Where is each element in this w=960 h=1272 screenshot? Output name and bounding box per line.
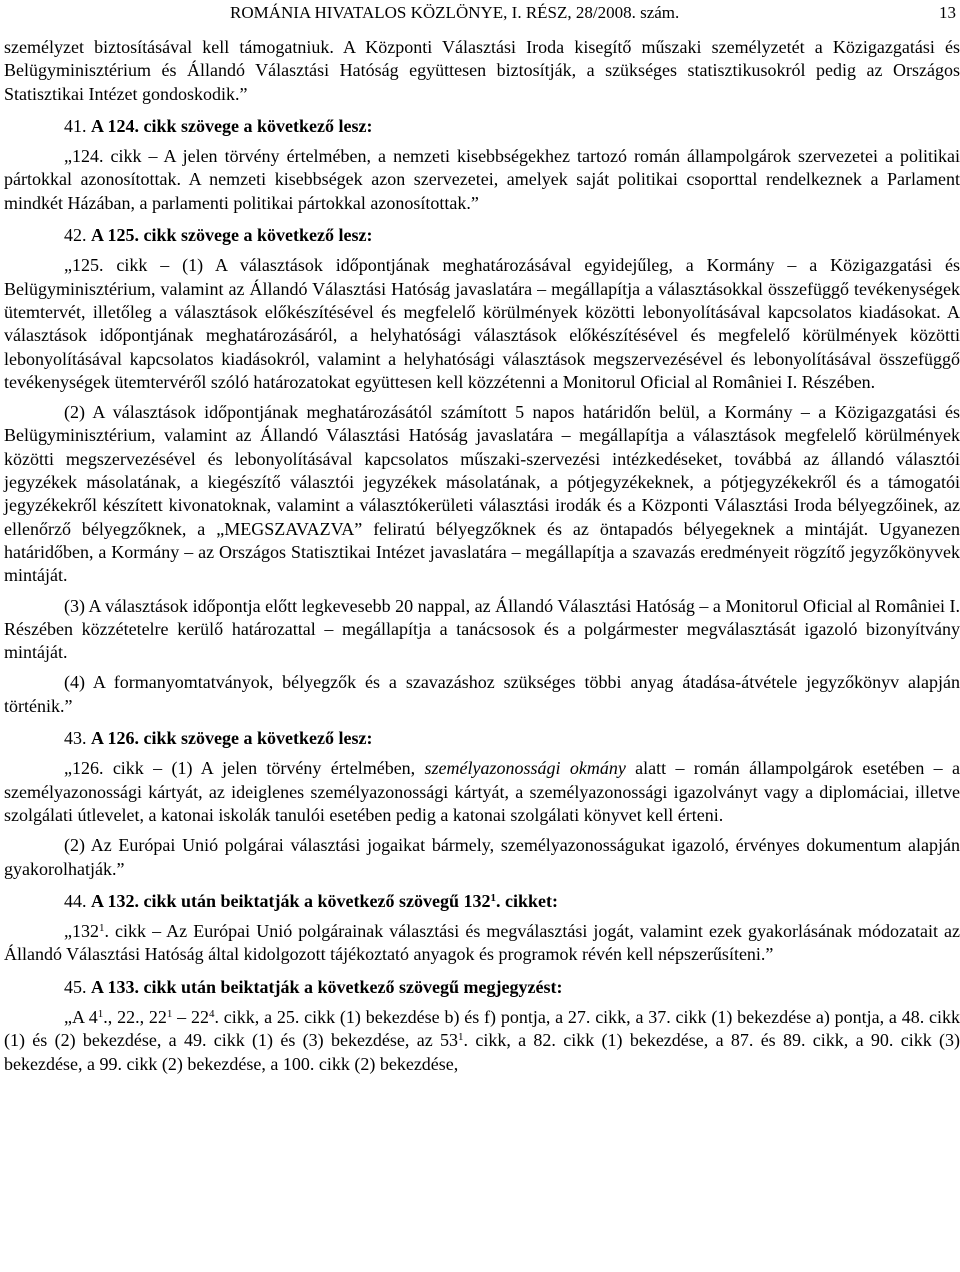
document-body [4, 36, 960, 1076]
amendment-number: 44. [64, 890, 87, 911]
amendment-heading-44 [4, 890, 960, 913]
amendment-heading-43 [4, 727, 960, 750]
paragraph-article-124: „124. cikk – A jelen törvény értelmében, a nemzeti kisebbségekhez tartozó román állampolgárok szervezetei a politikai pártokkal azonosítottak. A nemzeti kisebbségek azon szervezetei, amelyek saját politikai csoporttal rendelkeznek a Parlament mindkét Házában, a parlamenti politikai pártokkal azonosítottak.” [4, 146, 960, 213]
page-number: 13 [939, 3, 956, 22]
paragraph-note-133: „A $4^1$., 22., $22^1 - 22^4$. cikk, a 25. cikk (1) bekezdése b) és f) pontja, a 27. cikk, a 37. cikk (1) bekezdése a) pontja, a 48. cikk (1) és (2) bekezdése, a 49. cikk (1) és (3) bekezdése, az $53^1$. cikk, a 82. cikk (1) bekezdése, a 87. és 89. cikk, a 90. cikk (3) bekezdése, a 99. cikk (2) bekezdése, a 100. cikk (2) bekezdése, [4, 1006, 960, 1074]
amendment-number: 41. [64, 115, 87, 136]
amendment-heading-42 [4, 224, 960, 247]
paragraph-article-125-1: „125. cikk – (1) A választások időpontjának meghatározásával egyidejűleg, a Kormány – a Közigazgatási és Belügyminisztérium, valamint az Állandó Választási Hatóság javaslatára – megállapítja a választásokkal összefüggő tevékenységek ütemtervét, illetőleg a választások előkészítésével és megfelelő körülmények közötti lebonyolításával kapcsolatos kiadásokat. A választások időpontjának meghatározásáról, a helyhatósági választások előkészítésével és megfelelő körülmények közötti lebonyolításával kapcsolatos kiadásokról, valamint a helyhatósági választások megszervezésével és lebonyolításával összefüggő tevékenységek ütemtervéről szóló határozatokat együttesen kell közzétenni a Monitorul Oficial al României I. Részében. [4, 255, 960, 392]
running-header [4, 0, 960, 26]
gazette-title: ROMÁNIA HIVATALOS KÖZLÖNYE, I. RÉSZ, 28/2008. szám. [230, 3, 680, 22]
amendment-title: A 124. cikk szövege a következő lesz: [91, 115, 373, 136]
amendment-heading-41 [4, 115, 960, 138]
paragraph-article-125-2: (2) A választások időpontjának meghatározásától számított 5 napos határidőn belül, a Kormány – a Közigazgatási és Belügyminisztérium, valamint az Állandó Választási Hatóság javaslatára – megállapítja a választások megfelelő körülmények közötti megszervezésével és lebonyolításával kapcsolatos műszaki-szervezési intézkedéseket, továbbá az állandó választói jegyzékek másolatának, a kiegészítő választói jegyzékek másolatának, a pótjegyzékeknek, a pótjegyzékekről és a támogatói jegyzékekről készített kivonatoknak, valamint a választókerületi választási irodák és a Központi Választási Iroda bélyegzőinek, az ellenőrző bélyegzőknek, a „MEGSZAVAZVA” feliratú bélyegzőknek és az öntapadós bélyegeknek a mintáját. Ugyanezen határidőben, a Kormány – az Országos Statisztikai Intézet javaslatára – megállapítja a szavazás eredményeit rögzítő jegyzőkönyvek mintáját. [4, 402, 960, 586]
paragraph-article-126-1: „126. cikk – (1) A jelen törvény értelmében, személyazonossági okmány alatt – román állampolgárok esetében – a személyazonossági kártyát, az ideiglenes személyazonossági kártyát, a személyazonossági igazolványt vagy a diplomáciai, illetve szolgálati útlevelet, a katonai iskolák tanulói esetében pedig a katonai szolgálati könyvet kell érteni. [4, 758, 960, 825]
paragraph-article-132-1: $„132^1$. cikk – Az Európai Unió polgárainak választási és megválasztási jogát, valamint ezek gyakorlásának módozatait az Állandó Választási Hatóság által kidolgozott tájékoztató anyagok és programok révén kell népszerűsíteni.” [4, 921, 960, 965]
amendment-heading-45 [4, 976, 960, 999]
defined-term: személyazonossági okmány [424, 758, 626, 779]
amendment-number: 42. [64, 225, 87, 246]
amendment-title: A 133. cikk után beiktatják a következő szövegű megjegyzést: [91, 976, 563, 997]
amendment-title: A 125. cikk szövege a következő lesz: [91, 225, 373, 246]
paragraph-intro: személyzet biztosításával kell támogatniuk. A Központi Választási Iroda kisegítő műszaki személyzetét a Közigazgatási és Belügyminisztérium és Állandó Választási Hatóság együttesen biztosítják, a szükséges statisztikusokról pedig az Országos Statisztikai Intézet gondoskodik.” [4, 37, 960, 104]
paragraph-article-125-3: (3) A választások időpontja előtt legkevesebb 20 nappal, az Állandó Választási Hatóság – a Monitorul Oficial al României I. Részében közzétetelre kerülő határozattal – megállapítja a tanácsosok és a polgármester megválasztását igazoló bizonyítvány mintáját. [4, 595, 960, 663]
amendment-number: 45. [64, 976, 87, 997]
paragraph-article-125-4: (4) A formanyomtatványok, bélyegzők és a szavazáshoz szükséges többi anyag átadása-átvétele jegyzőkönyv alapján történik.” [4, 672, 960, 716]
amendment-title: A 126. cikk szövege a következő lesz: [91, 728, 373, 749]
amendment-title: A 132. cikk után beiktatják a következő szövegű $132^1$. cikket: [91, 890, 559, 911]
amendment-number: 43. [64, 728, 87, 749]
paragraph-article-126-2: (2) Az Európai Unió polgárai választási jogaikat bármely, személyazonosságukat igazoló, érvényes dokumentum alapján gyakorolhatják.” [4, 835, 960, 879]
